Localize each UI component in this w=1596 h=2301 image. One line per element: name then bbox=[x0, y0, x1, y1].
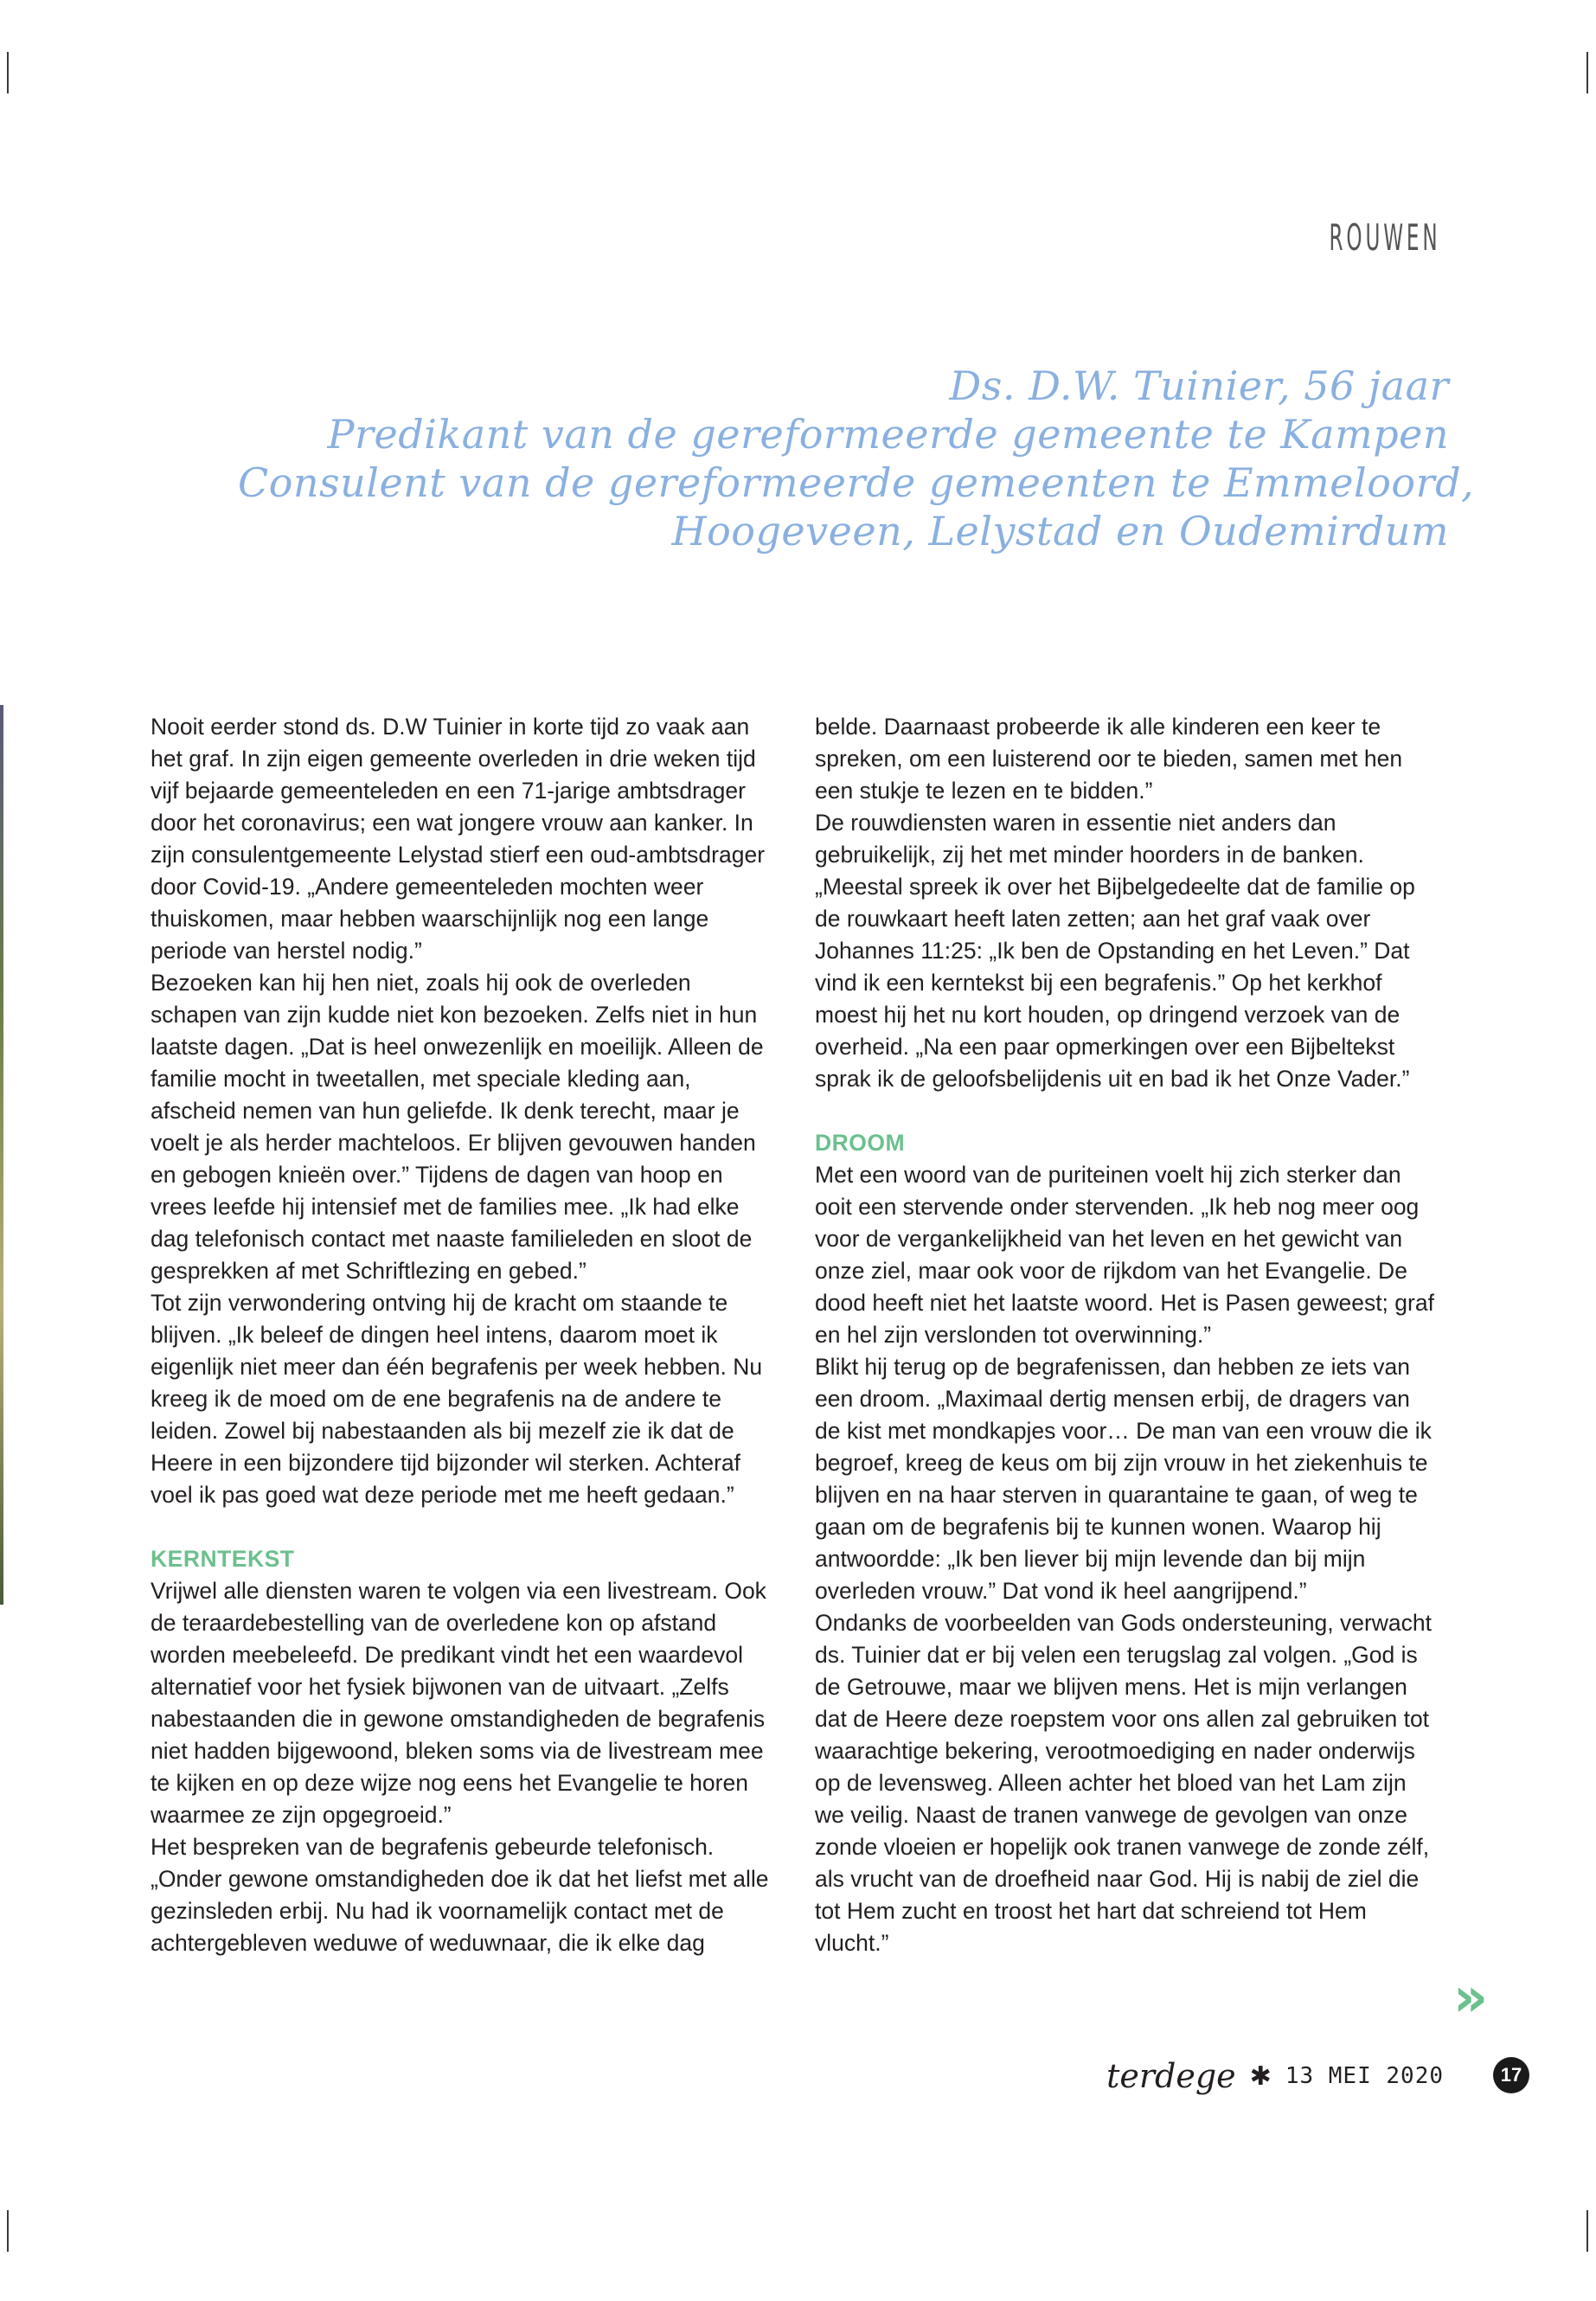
byline-role: Predikant van de gereformeerde gemeente te Kampen bbox=[327, 411, 1449, 458]
byline-name: Ds. D.W. Tuinier, 56 jaar bbox=[949, 362, 1449, 409]
crop-mark-top-right bbox=[1586, 52, 1588, 93]
paragraph: Tot zijn verwondering ontving hij de kracht om staande te blijven. „Ik beleef de dingen heel intens, daarom moet ik eigenlijk niet meer dan één begrafenis per week hebben. Nu kreeg ik de moed om de ene begrafenis na de andere te leiden. Zowel bij nabestaanden als bij mezelf zie ik dat de Heere in een bijzondere tijd bijzonder wil sterken. Achteraf voel ik pas goed wat deze periode met me heeft gedaan.” bbox=[151, 1290, 763, 1508]
article-column-left bbox=[151, 711, 773, 1959]
magazine-logo: terdege bbox=[1106, 2057, 1236, 2095]
section-label: ROUWEN bbox=[1329, 216, 1440, 259]
paragraph: Blikt hij terug op de begrafenissen, dan hebben ze iets van een droom. „Maximaal dertig mensen erbij, de dragers van de kist met mondkapjes voor… De man van een vrouw die ik begroef, kreeg de keus om bij zijn vrouw in het ziekenhuis te blijven en na haar sterven in quarantaine te gaan, of weg te gaan om de begrafenis bij te kunnen wonen. Waarop hij antwoordde: „Ik ben liever bij mijn levende dan bij mijn overleden vrouw.” Dat vond ik heel aangrijpend.” bbox=[815, 1354, 1432, 1604]
continue-chevron-icon: » bbox=[1453, 1965, 1489, 2029]
page-number: 17 bbox=[1493, 2057, 1529, 2093]
crop-mark-bottom-left bbox=[7, 2210, 9, 2252]
subheading-kerntekst: KERNTEKST bbox=[151, 1546, 295, 1572]
paragraph: Met een woord van de puriteinen voelt hij zich sterker dan ooit een stervende onder stervenden. „Ik heb nog meer oog voor de vergankelijkheid van het leven en het gewicht van onze ziel, maar ook voor de rijkdom van het Evangelie. De dood heeft niet het laatste woord. Het is Pasen geweest; graf en hel zijn verslonden tot overwinning.” bbox=[815, 1162, 1434, 1348]
paragraph: Nooit eerder stond ds. D.W Tuinier in korte tijd zo vaak aan het graf. In zijn eigen gemeente overleden in drie weken tijd vijf bejaarde gemeenteleden en een 71-jarige ambtsdrager door het coronavirus; een wat jongere vrouw aan kanker. In zijn consulentgemeente Lelystad stierf een oud-ambtsdrager door Covid-19. „Andere gemeenteleden mochten weer thuiskomen, maar hebben waarschijnlijk nog een lange periode van herstel nodig.” bbox=[151, 714, 766, 964]
page-footer bbox=[1106, 2057, 1444, 2095]
author-byline bbox=[238, 362, 1475, 555]
page-edge-bleed bbox=[0, 705, 3, 1605]
paragraph: Bezoeken kan hij hen niet, zoals hij ook de overleden schapen van zijn kudde niet kon bezoeken. Zelfs niet in hun laatste dagen. „Dat is heel onwezenlijk en moeilijk. Alleen de familie mocht in tweetallen, met speciale kleding aan, afscheid nemen van hun geliefde. Ik denk terecht, maar je voelt je als herder machteloos. Er blijven gevouwen handen en gebogen knieën over.” Tijdens de dagen van hoop en vrees leefde hij intensief met de families mee. „Ik had elke dag telefonisch contact met naaste familieleden en sloot de gesprekken af met Schriftlezing en gebed.” bbox=[151, 970, 764, 1284]
crop-mark-bottom-right bbox=[1586, 2210, 1588, 2252]
issue-date: 13 MEI 2020 bbox=[1285, 2063, 1444, 2089]
subheading-droom: DROOM bbox=[815, 1130, 906, 1156]
paragraph: Het bespreken van de begrafenis gebeurde telefonisch. „Onder gewone omstandigheden doe ik dat het liefst met alle gezinsleden erbij. Nu had ik voornamelijk contact met de achtergebleven weduwe of weduwnaar, die ik elke dag bbox=[151, 1834, 769, 1956]
paragraph: Ondanks de voorbeelden van Gods ondersteuning, verwacht ds. Tuinier dat er bij velen een terugslag zal volgen. „God is de Getrouwe, maar we blijven mens. Het is mijn verlangen dat de Heere deze roepstem voor ons allen zal gebruiken tot waarachtige bekering, verootmoediging en nader onderwijs op de levensweg. Alleen achter het bloed van het Lam zijn we veilig. Naast de tranen vanwege de gevolgen van onze zonde vloeien er hopelijk ook tranen vanwege de zonde zélf, als vrucht van de droefheid naar God. Hij is nabij de ziel die tot Hem zucht en troost het hart dat schreiend tot Hem vlucht.” bbox=[815, 1610, 1433, 1956]
article-column-right bbox=[815, 711, 1438, 1959]
byline-places: Hoogeveen, Lelystad en Oudemirdum bbox=[671, 508, 1449, 554]
paragraph: belde. Daarnaast probeerde ik alle kinderen een keer te spreken, om een luisterend oor te bieden, samen met hen een stukje te lezen en te bidden.” bbox=[815, 714, 1403, 804]
byline-consulent: Consulent van de gereformeerde gemeenten te Emmeloord, bbox=[238, 459, 1475, 506]
paragraph: Vrijwel alle diensten waren te volgen via een livestream. Ook de teraardebestelling van de overledene kon op afstand worden meebeleefd. De predikant vindt het een waardevol alternatief voor het fysiek bijwonen van de uitvaart. „Zelfs nabestaanden die in gewone omstandigheden de begrafenis niet hadden bijgewoond, bleken soms via de livestream mee te kijken en op deze wijze nog eens het Evangelie te horen waarmee ze zijn opgegroeid.” bbox=[151, 1578, 766, 1828]
paragraph: De rouwdiensten waren in essentie niet anders dan gebruikelijk, zij het met minder hoorders in de banken. „Meestal spreek ik over het Bijbelgedeelte dat de familie op de rouwkaart heeft laten zetten; aan het graf vaak over Johannes 11:25: „Ik ben de Opstanding en het Leven.” Dat vind ik een kerntekst bij een begrafenis.” Op het kerkhof moest hij het nu kort houden, op dringend verzoek van de overheid. „Na een paar opmerkingen over een Bijbeltekst sprak ik de geloofsbelijdenis uit en bad ik het Onze Vader.” bbox=[815, 810, 1415, 1092]
crop-mark-top-left bbox=[7, 52, 9, 93]
separator-star-icon: ✱ bbox=[1249, 2061, 1272, 2091]
